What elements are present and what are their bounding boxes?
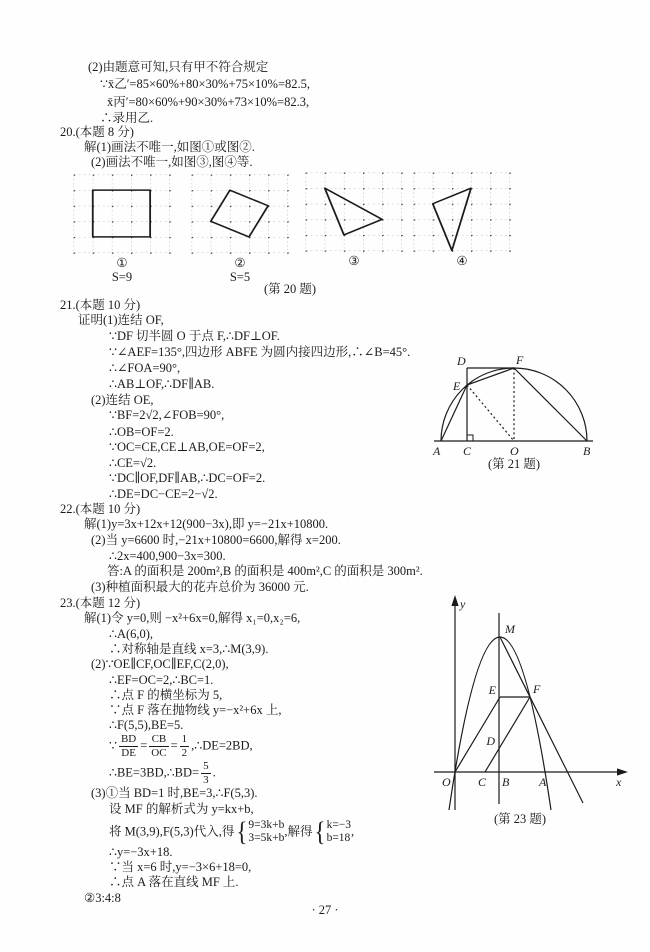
point-label-E: E (453, 379, 461, 393)
solution-line: ∴y=−3x+18. (109, 845, 173, 859)
axis-label-y: y (460, 597, 466, 611)
solution-line: 解(1)画法不唯一,如图①或图②. (84, 140, 255, 154)
fraction: $\frac{CB}{OC}$ (151, 733, 167, 759)
solution-line: 解(1)令 y=0,则 −x²+6x=0,解得 x₁=0,x₂=6, (84, 611, 301, 625)
point-label-F: F (516, 353, 524, 367)
solution-line: (2)当 y=6600 时,−21x+10800=6600,解得 x=200. (91, 533, 341, 547)
point-label-A: A (539, 775, 547, 789)
problem-heading: 23.(本题 12 分) (60, 596, 141, 610)
solution-line: ②3:4:8 (84, 891, 121, 905)
figure-label: ① (116, 256, 128, 270)
figure-caption: (第 20 题) (263, 282, 317, 296)
solution-line: (2)画法不唯一,如图③,图④等. (91, 155, 253, 169)
problem-heading: 22.(本题 10 分) (60, 502, 141, 516)
semicircle-figure (428, 352, 600, 464)
solution-line: ∴对称轴是直线 x=3,∴M(3,9). (109, 642, 269, 656)
solution-line: ∵OC=CE,CE⊥AB,OE=OF=2, (109, 440, 265, 454)
solution-line: ∴OB=OF=2. (109, 425, 174, 439)
solution-line: ∴EF=OC=2,∴BC=1. (109, 673, 214, 687)
solution-line: x̄丙′=80×60%+90×30%+73×10%=82.3, (107, 95, 310, 109)
solution-line: ∴2x=400,900−3x=300. (109, 549, 226, 563)
point-label-M: M (505, 622, 515, 636)
solution-line-fractions: ∴BE=3BD,∴BD= $\frac{5}{3}$ . (109, 760, 216, 786)
solution-line: 设 MF 的解析式为 y=kx+b, (109, 802, 254, 816)
fraction: $\frac{5}{3}$ (203, 760, 209, 786)
grid-figure-1 (68, 170, 176, 258)
figure-caption: (第 21 题) (487, 457, 541, 471)
point-label-E: E (488, 683, 496, 697)
solution-line: 证明(1)连结 OF, (78, 313, 164, 327)
solution-line: ∵DC∥OF,DF∥AB,∴DC=OF=2. (109, 471, 266, 485)
fraction: $\frac{BD}{DE}$ (120, 733, 137, 759)
page-number: · 27 · (311, 903, 339, 917)
solution-line: ∴点 A 落在直线 MF 上. (109, 875, 239, 889)
solution-line: ∴AB⊥OF,∴DF∥AB. (109, 377, 215, 391)
point-label-O: O (510, 444, 519, 458)
figure-label: ④ (456, 254, 468, 268)
fraction: $\frac{1}{2}$ (181, 733, 188, 759)
solution-line: ∵当 x=6 时,y=−3×6+18=0, (109, 860, 252, 874)
solution-line: ∴录用乙. (100, 111, 154, 125)
point-label-C: C (478, 775, 487, 789)
parabola-figure (432, 592, 632, 816)
solution-line-system: 将 M(3,9),F(5,3)代入,得{ 9=3k+b 3=5k+b ,解得{ k=−3 b=18 , (109, 818, 354, 847)
solution-line: ∵点 F 落在抛物线 y=−x²+6x 上, (109, 703, 282, 717)
point-label-B: B (583, 444, 591, 458)
grid-figure-2 (186, 170, 294, 258)
solution-line: (2)连结 OE, (91, 393, 154, 407)
solution-line: (2)由题意可知,只有甲不符合规定 (88, 60, 269, 74)
problem-heading: 20.(本题 8 分) (60, 125, 134, 139)
equation-stack: 9=3k+b 3=5k+b (248, 818, 285, 845)
solution-line: (3)①当 BD=1 时,BE=3,∴F(5,3). (91, 786, 258, 800)
solution-line: ∴F(5,5),BE=5. (109, 718, 184, 732)
point-label-C: C (463, 444, 472, 458)
point-label-D: D (486, 734, 495, 748)
solution-line: ∴CE=√2. (109, 456, 157, 470)
point-label-D: D (457, 354, 466, 368)
figure-area-label: S=5 (229, 270, 251, 284)
figure-area-label: S=9 (111, 270, 133, 284)
solution-line: 解(1)y=3x+12x+12(900−3x),即 y=−21x+10800. (84, 517, 329, 531)
solution-line: 答:A 的面积是 200m²,B 的面积是 400m²,C 的面积是 300m². (107, 564, 423, 578)
solution-line: ∵∠AEF=135°,四边形 ABFE 为圆内接四边形,∴∠B=45°. (109, 345, 411, 359)
axis-label-x: x (616, 775, 622, 789)
solution-line: (2)∵OE∥CF,OC∥EF,C(2,0), (91, 657, 229, 671)
point-label-O: O (442, 775, 451, 789)
point-label-F: F (533, 682, 541, 696)
solution-line: ∴A(6,0), (109, 627, 154, 641)
brace-glyph: { (236, 816, 248, 847)
point-label-B: B (502, 775, 510, 789)
solution-line: (3)种植面积最大的花卉总价为 36000 元. (91, 580, 309, 594)
grid-figure-3 (300, 168, 408, 256)
equation-stack: k=−3 b=18 (326, 818, 352, 845)
figure-label: ③ (348, 254, 360, 268)
problem-heading: 21.(本题 10 分) (60, 298, 141, 312)
math-text: ∵ (109, 738, 117, 753)
grid-figure-4 (408, 168, 516, 256)
figure-label: ② (234, 256, 246, 270)
solution-line: ∵BF=2√2,∠FOB=90°, (109, 408, 225, 422)
solution-line: ∵x̄乙′=85×60%+80×30%+75×10%=82.5, (100, 77, 311, 91)
point-label-A: A (433, 444, 441, 458)
brace-glyph: { (314, 816, 326, 847)
solution-line-fractions: ∵ $\frac{BD}{DE}$ = $\frac{CB}{OC}$ = $\frac{1}{2}$ ,∴DE=2BD, (109, 733, 253, 759)
solution-line: ∴DE=DC−CE=2−√2. (109, 487, 218, 501)
solution-line: ∵DF 切半圆 O 于点 F,∴DF⊥OF. (109, 329, 280, 343)
solution-line: ∴点 F 的横坐标为 5, (109, 688, 223, 702)
figure-caption: (第 23 题) (493, 812, 547, 826)
solution-line: ∴∠FOA=90°, (109, 361, 181, 375)
